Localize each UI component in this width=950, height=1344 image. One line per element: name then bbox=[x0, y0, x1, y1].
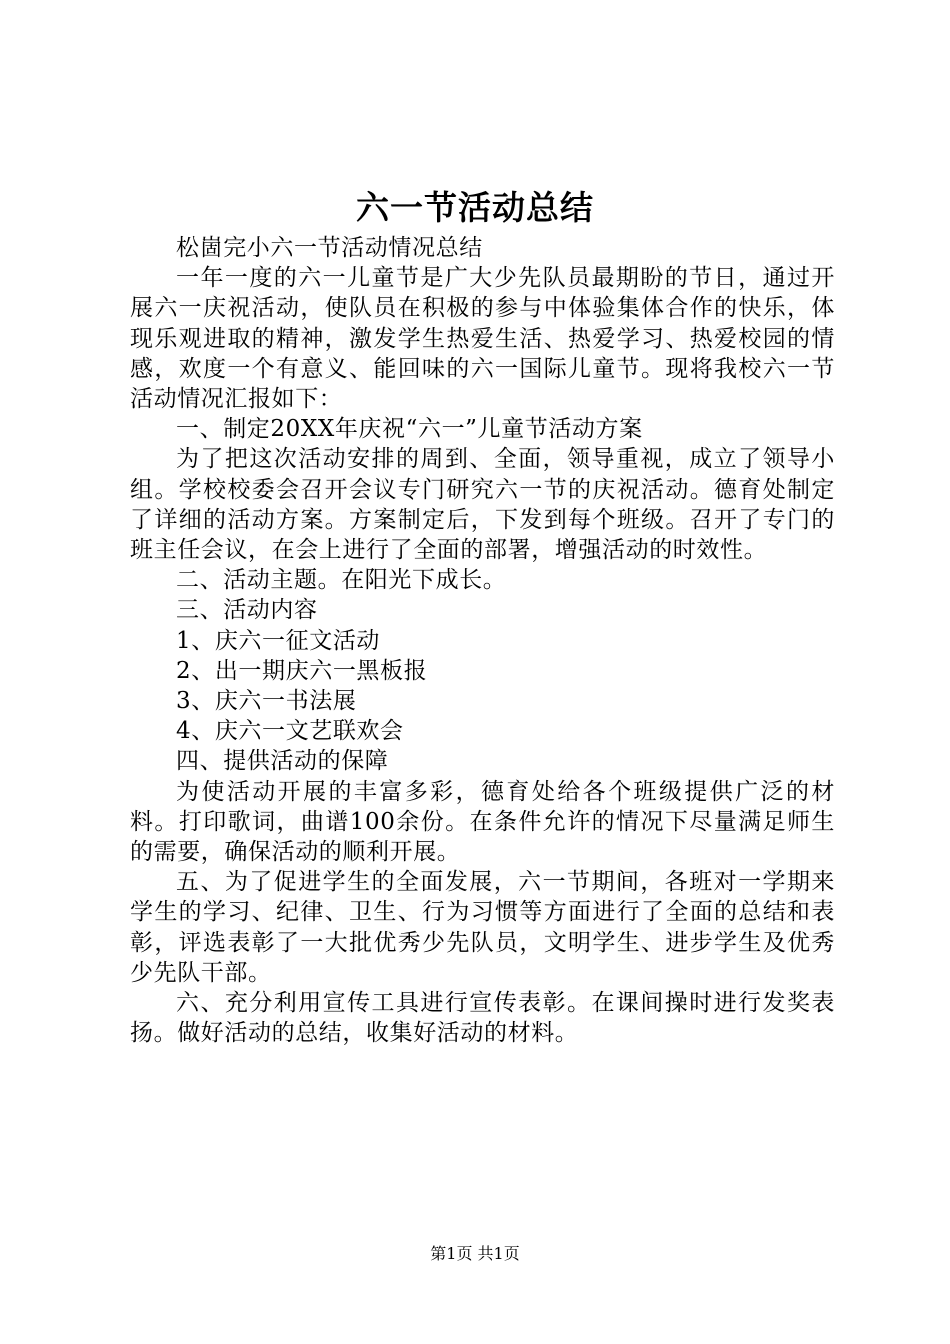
document-body bbox=[130, 233, 835, 1048]
section-5-paragraph: 五、为了促进学生的全面发展，六一节期间，各班对一学期来学生的学习、纪律、卫生、行为习惯等方面进行了全面的总结和表彰，评选表彰了一大批优秀少先队员，文明学生、进步学生及优秀少先队干部。 bbox=[130, 869, 835, 986]
section-heading-1: 一、制定20XX年庆祝“六一”儿童节活动方案 bbox=[176, 416, 643, 443]
list-item: 3、庆六一书法展 bbox=[176, 688, 357, 715]
subtitle-paragraph: 松崮完小六一节活动情况总结 bbox=[176, 235, 483, 261]
section-heading-2: 二、活动主题。在阳光下成长。 bbox=[176, 567, 507, 594]
list-item: 1、庆六一征文活动 bbox=[176, 627, 381, 654]
intro-paragraph: 一年一度的六一儿童节是广大少先队员最期盼的节日，通过开展六一庆祝活动，使队员在积极的参与中体验集体合作的快乐，体现乐观进取的精神，激发学生热爱生活、热爱学习、热爱校园的情感，欢度一个有意义、能回味的六一国际儿童节。现将我校六一节活动情况汇报如下： bbox=[130, 265, 835, 413]
list-item: 2、出一期庆六一黑板报 bbox=[176, 657, 428, 684]
list-item: 4、庆六一文艺联欢会 bbox=[176, 718, 404, 745]
document-title: 六一节活动总结 bbox=[356, 188, 594, 227]
section-1-paragraph: 为了把这次活动安排的周到、全面，领导重视，成立了领导小组。学校校委会召开会议专门研究六一节的庆祝活动。德育处制定了详细的活动方案。方案制定后，下发到每个班级。召开了专门的班主任会议，在会上进行了全面的部署，增强活动的时效性。 bbox=[130, 446, 835, 564]
section-heading-4: 四、提供活动的保障 bbox=[176, 748, 389, 775]
page-number-footer: 第1页 共1页 bbox=[430, 1244, 520, 1263]
section-heading-3: 三、活动内容 bbox=[176, 597, 318, 624]
section-4-paragraph: 为使活动开展的丰富多彩，德育处给各个班级提供广泛的材料。打印歌词，曲谱100余份。在条件允许的情况下尽量满足师生的需要，确保活动的顺利开展。 bbox=[130, 778, 835, 866]
section-6-paragraph: 六、充分利用宣传工具进行宣传表彰。在课间操时进行发奖表扬。做好活动的总结，收集好活动的材料。 bbox=[130, 990, 835, 1047]
